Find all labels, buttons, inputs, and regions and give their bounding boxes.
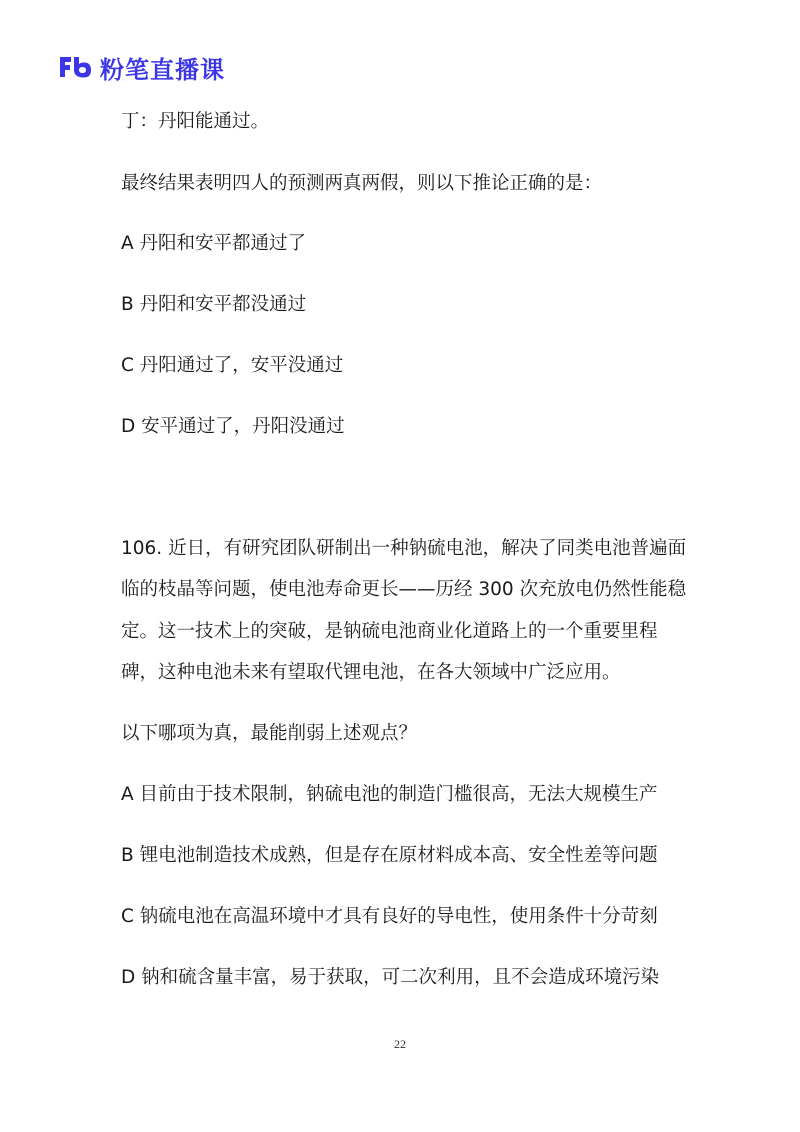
option-d: D 钠和硫含量丰富，易于获取，可二次利用，且不会造成环境污染 — [121, 967, 660, 988]
page-number: 22 — [394, 1037, 406, 1051]
brand-logo — [56, 52, 225, 82]
fb-logo-icon — [56, 54, 94, 80]
option-a: A 目前由于技术限制，钠硫电池的制造门槛很高，无法大规模生产 — [121, 784, 658, 805]
question-stem-line: 碑，这种电池未来有望取代锂电池，在各大领域中广泛应用。 — [121, 662, 621, 683]
statement-ding: 丁：丹阳能通过。 — [121, 111, 270, 132]
option-b: B 丹阳和安平都没通过 — [121, 294, 307, 315]
option-a: A 丹阳和安平都通过了 — [121, 233, 307, 254]
logo-text: 粉笔直播课 — [100, 55, 225, 84]
question-prompt: 以下哪项为真，最能削弱上述观点？ — [121, 723, 418, 744]
option-c: C 丹阳通过了，安平没通过 — [121, 355, 344, 376]
question-stem-line: 临的枝晶等问题，使电池寿命更长——历经 300 次充放电仍然性能稳 — [121, 579, 687, 600]
question-prompt: 最终结果表明四人的预测两真两假，则以下推论正确的是： — [121, 173, 603, 194]
question-stem-line: 定。这一技术上的突破，是钠硫电池商业化道路上的一个重要里程 — [121, 621, 658, 642]
option-c: C 钠硫电池在高温环境中才具有良好的导电性，使用条件十分苛刻 — [121, 906, 658, 927]
option-d: D 安平通过了，丹阳没通过 — [121, 416, 345, 437]
question-stem-line: 106. 近日，有研究团队研制出一种钠硫电池，解决了同类电池普遍面 — [121, 538, 687, 559]
option-b: B 锂电池制造技术成熟，但是存在原材料成本高、安全性差等问题 — [121, 845, 658, 866]
